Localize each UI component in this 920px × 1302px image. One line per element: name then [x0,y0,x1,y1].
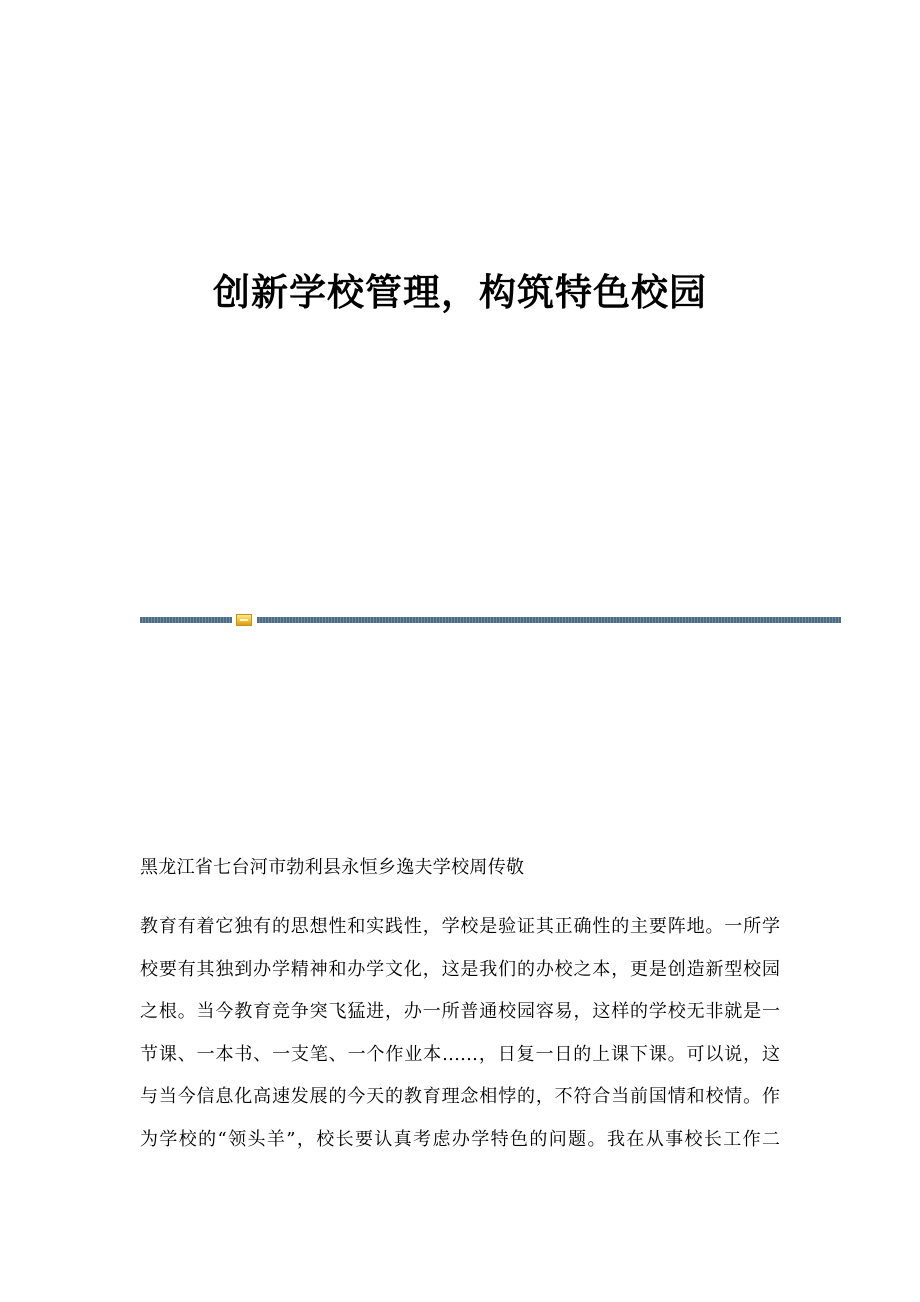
paragraph-line: 之根。当今教育竞争突飞猛进，办一所普通校园容易，这样的学校无非就是一 [140,1001,780,1022]
paragraph-line: 节课、一本书、一支笔、一个作业本……，日复一日的上课下课。可以说，这 [140,1043,780,1065]
paragraph-line: 为学校的“领头羊”，校长要认真考虑办学特色的问题。我在从事校长工作二 [140,1128,780,1150]
divider-bar-left [140,617,232,623]
decorative-divider [140,614,841,626]
document-title: 创新学校管理，构筑特色校园 [213,270,707,314]
paragraph-line: 与当今信息化高速发展的今天的教育理念相悖的，不符合当前国情和校情。作 [140,1086,780,1107]
author-line: 黑龙江省七台河市勃利县永恒乡逸夫学校周传敬 [140,857,525,878]
divider-bar-right [257,617,841,623]
divider-ornament-icon [236,614,252,626]
paragraph-line: 教育有着它独有的思想性和实践性，学校是验证其正确性的主要阵地。一所学 [140,916,780,937]
body-paragraph [140,906,780,1161]
paragraph-line: 校要有其独到办学精神和办学文化，这是我们的办校之本，更是创造新型校园 [140,958,780,980]
